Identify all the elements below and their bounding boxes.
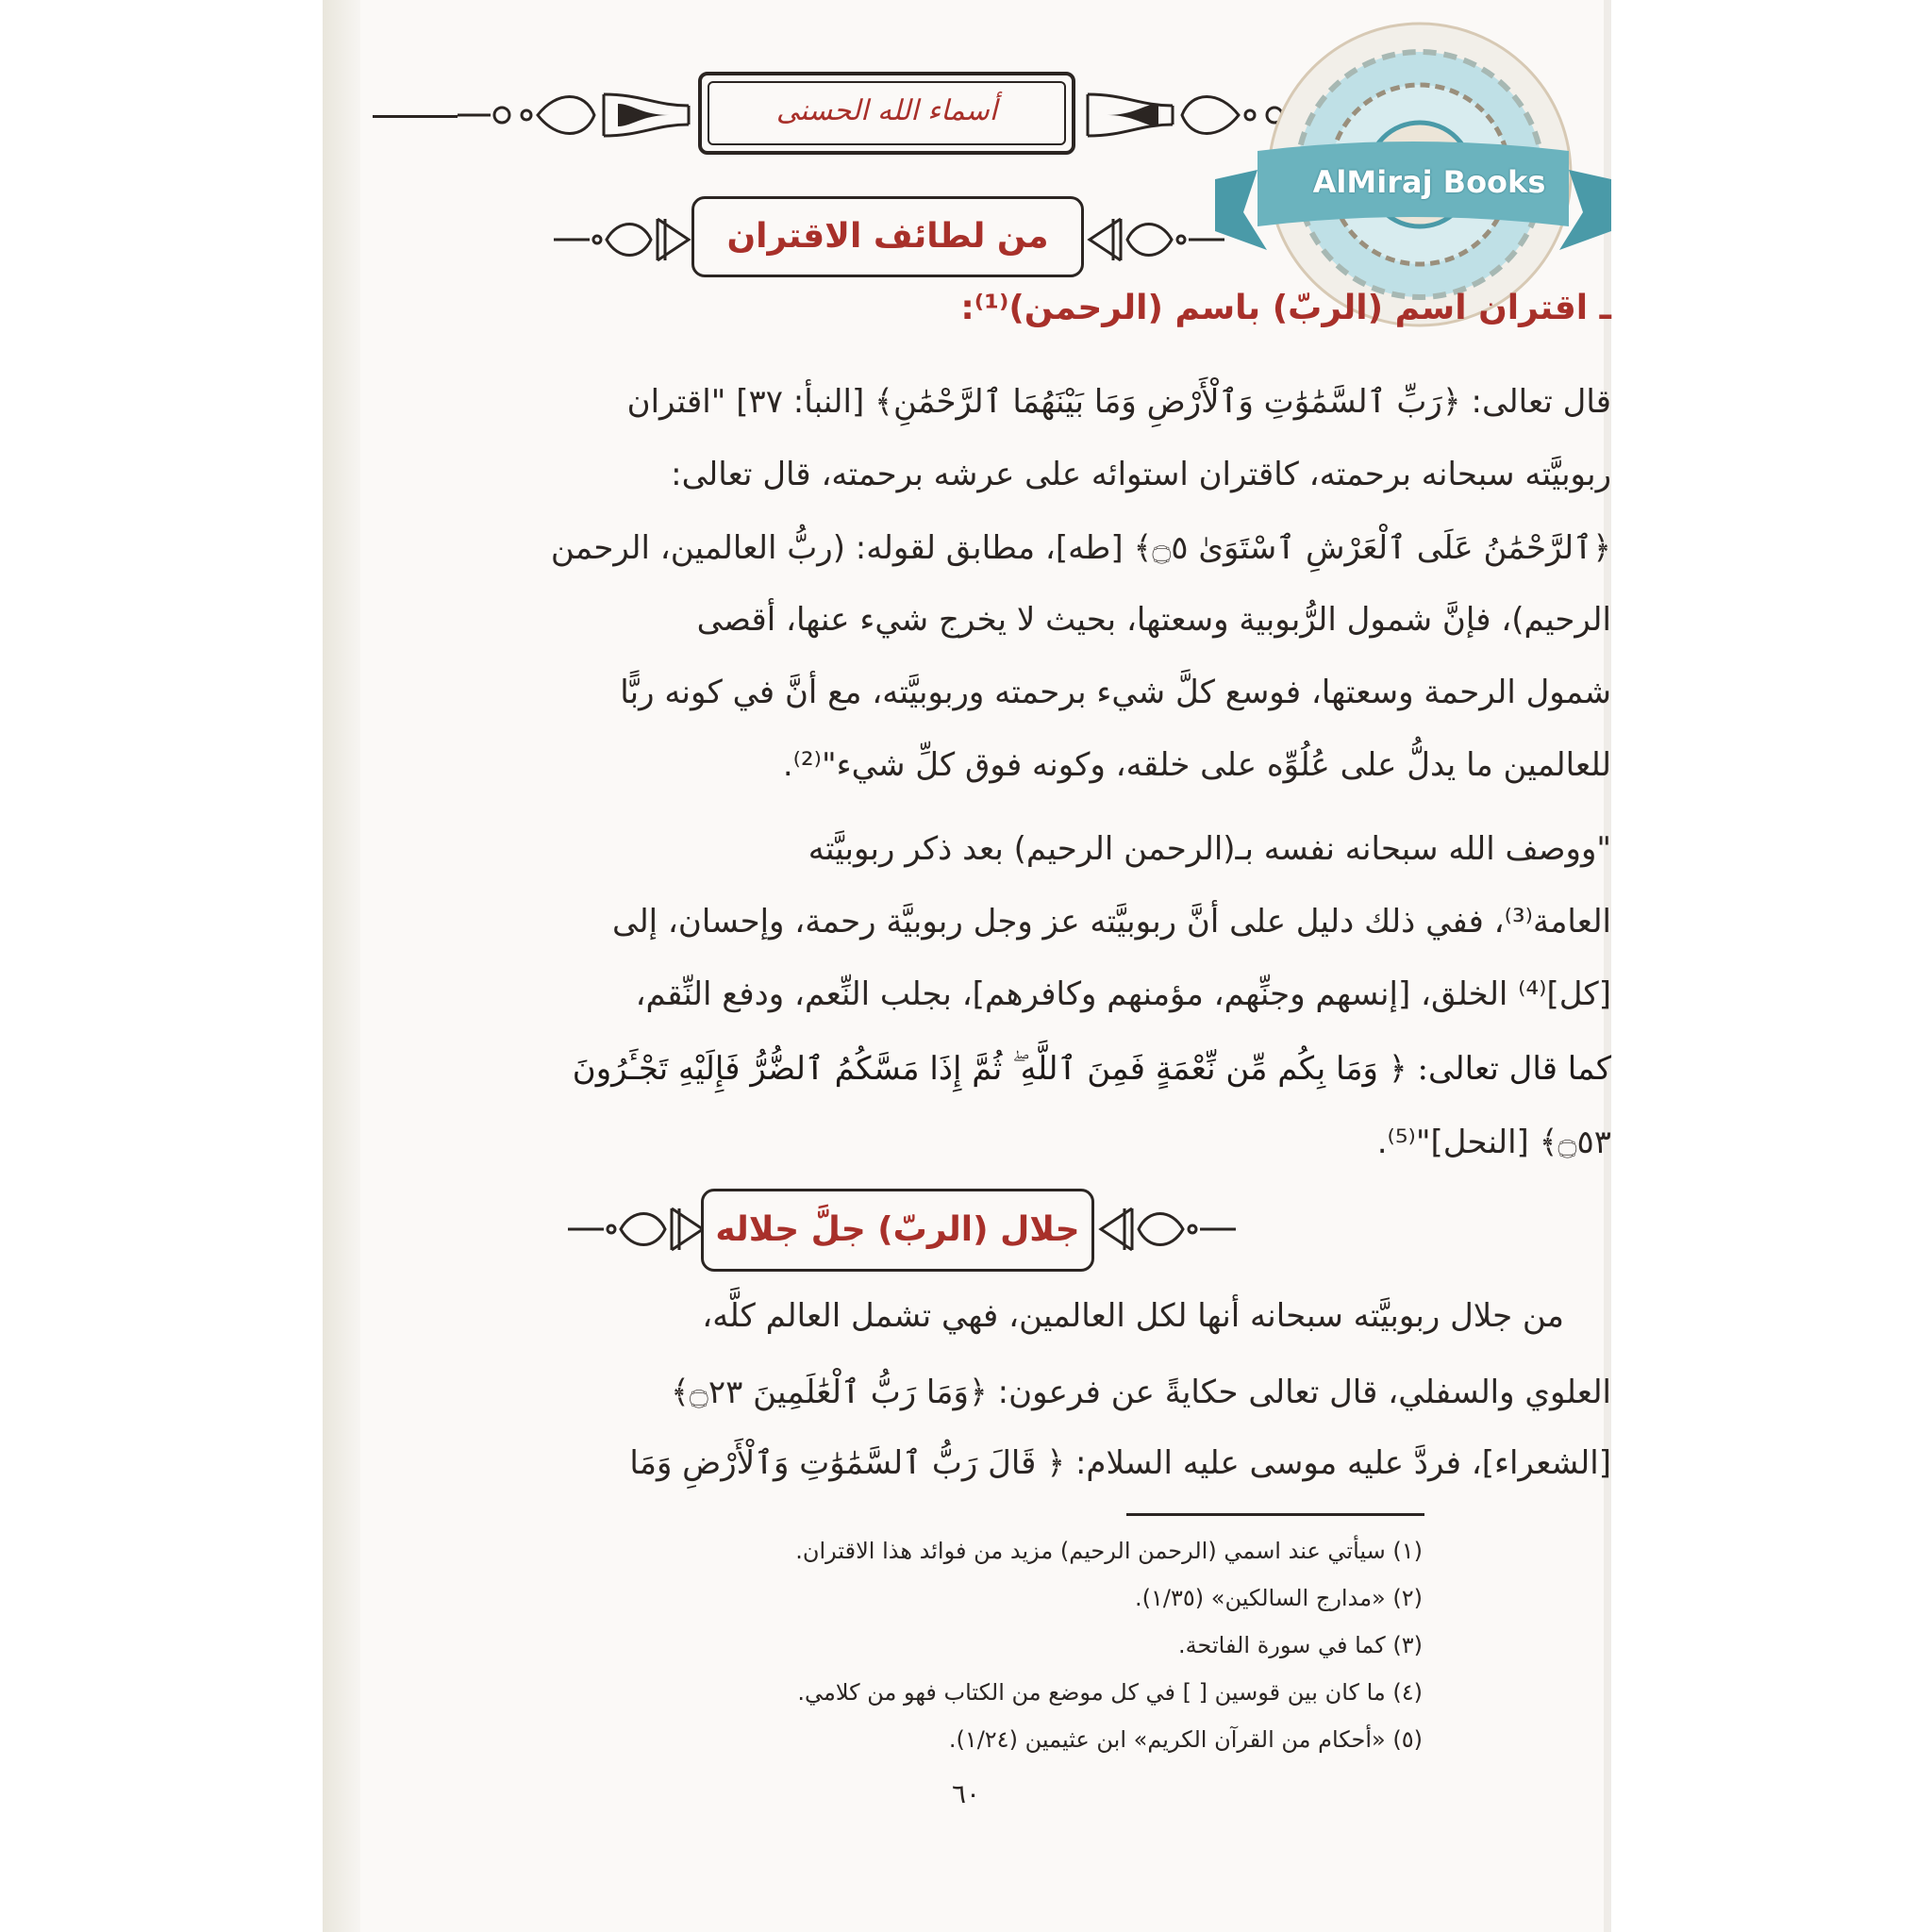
section2-heading-box — [701, 1189, 1094, 1272]
para2-line-1: "ووصف الله سبحانه نفسه بـ(الرحمن الرحيم) بعد ذكر ربوبيَّته — [808, 830, 1611, 868]
para3-line-2: العلوي والسفلي، قال تعالى حكايةً عن فرعون: ﴿وَمَا رَبُّ ٱلْعَٰلَمِينَ ۝٢٣﴾ — [670, 1374, 1611, 1411]
section1-heading: من لطائف الاقتران — [726, 217, 1049, 256]
section2-ornament-right — [1096, 1203, 1238, 1256]
para1-line-4: الرحيم)، فإنَّ شمول الرُّبوبية وسعتها، بحيث لا يخرج شيء عنها، أقصى — [696, 601, 1611, 639]
header-ornament-left — [453, 85, 693, 145]
para2-line-4: كما قال تعالى: ﴿ وَمَا بِكُم مِّن نِّعْمَةٍ فَمِنَ ٱللَّهِ ۖ ثُمَّ إِذَا مَسَّكُمُ ٱلضُّرُّ فَإِلَيْهِ تَجْـَٔرُونَ — [572, 1050, 1611, 1088]
section2-ornament-left — [566, 1203, 708, 1256]
section2-heading: جلال (الربّ) جلَّ جلاله — [715, 1210, 1080, 1249]
section1-ornament-left — [552, 213, 693, 266]
para3-line-3: [الشعراء]، فردَّ عليه موسى عليه السلام: ﴿ قَالَ رَبُّ ٱلسَّمَٰوَٰتِ وَٱلْأَرْضِ وَمَا — [629, 1444, 1611, 1482]
footnote-4: (٤) ما كان بين قوسين [ ] في كل موضع من الكتاب فهو من كلامي. — [797, 1679, 1423, 1706]
para3-line-1: من جلال ربوبيَّته سبحانه أنها لكل العالمين، فهي تشمل العالم كلَّه، — [702, 1297, 1564, 1335]
para1-line-1: قال تعالى: ﴿رَبِّ ٱلسَّمَٰوَٰتِ وَٱلْأَرْضِ وَمَا بَيْنَهُمَا ٱلرَّحْمَٰنِ﴾ [النبأ: ٣٧] "اقتران — [626, 383, 1611, 421]
footnote-5: (٥) «أحكام من القرآن الكريم» ابن عثيمين (١/٢٤). — [948, 1726, 1423, 1753]
book-spine — [323, 0, 360, 1932]
page-number: ٦٠ — [951, 1778, 981, 1809]
footnote-1: (١) سيأتي عند اسمي (الرحمن الرحيم) مزيد من فوائد هذا الاقتران. — [795, 1538, 1423, 1564]
para1-line-6: للعالمين ما يدلُّ على عُلُوِّه على خلقه، وكونه فوق كلِّ شيء"⁽²⁾. — [782, 746, 1611, 784]
para2-line-3: [كل]⁽⁴⁾ الخلق، [إنسهم وجنِّهم، مؤمنهم وكافرهم]، بجلب النِّعم، ودفع النِّقم، — [635, 975, 1611, 1013]
footnote-2: (٢) «مدارج السالكين» (١/٣٥). — [1135, 1585, 1423, 1611]
para1-line-5: شمول الرحمة وسعتها، فوسع كلَّ شيء برحمته وربوبيَّته، مع أنَّ في كونه ربًّا — [620, 674, 1611, 711]
header-title-frame — [698, 72, 1075, 155]
para1-line-2: ربوبيَّته سبحانه برحمته، كاقتران استوائه على عرشه برحمته، قال تعالى: — [671, 456, 1611, 493]
section1-ornament-right — [1085, 213, 1226, 266]
footnote-rule — [1126, 1513, 1424, 1516]
header-title: أسماء الله الحسنى — [775, 94, 998, 127]
para2-line-5: ۝٥٣﴾ [النحل]"⁽⁵⁾. — [1376, 1124, 1611, 1161]
header-rule-left — [373, 115, 458, 118]
section1-subheading: ـ اقتران اسم (الربّ) باسم (الرحمن)⁽¹⁾: — [960, 289, 1611, 327]
section1-heading-box — [691, 196, 1084, 277]
watermark-label: AlMiraj Books — [1312, 164, 1546, 200]
para2-line-2: العامة⁽³⁾، ففي ذلك دليل على أنَّ ربوبيَّته عز وجل ربوبيَّة رحمة، وإحسان، إلى — [611, 903, 1611, 941]
footnote-3: (٣) كما في سورة الفاتحة. — [1177, 1632, 1423, 1658]
para1-line-3: ﴿ٱلرَّحْمَٰنُ عَلَى ٱلْعَرْشِ ٱسْتَوَىٰ ۝٥﴾ [طه]، مطابق لقوله: (ربُّ العالمين، الرحمن — [550, 529, 1611, 567]
